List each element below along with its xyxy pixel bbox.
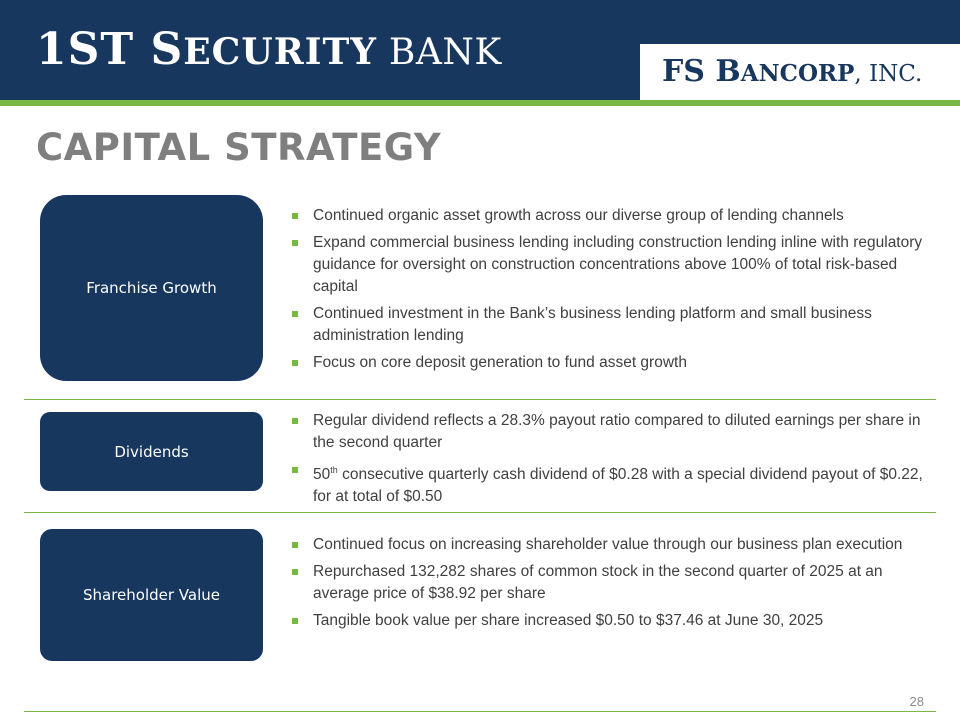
header-accent-bar [0, 100, 960, 106]
page-number: 28 [909, 694, 924, 709]
section-label: Shareholder Value [82, 586, 220, 604]
bullet-marker [292, 467, 298, 473]
section-label: Dividends [114, 442, 189, 461]
first-security-bank-logo: 1ST SECURITY BANK [36, 24, 502, 75]
dividends-bullets [290, 410, 940, 513]
franchise-growth-bullets [290, 205, 940, 379]
bullet-item: Continued focus on increasing shareholder value through our business plan execution [290, 534, 940, 556]
section-divider [24, 512, 936, 513]
bullet-marker [292, 311, 298, 317]
section-divider [24, 399, 936, 400]
bullet-item: Expand commercial business lending including construction lending inline with regulatory guidance for oversight on construction concentrations above 100% of total risk-based capital [290, 232, 940, 298]
bullet-marker [292, 213, 298, 219]
bullet-marker [292, 618, 298, 624]
bullet-marker [292, 418, 298, 424]
bullet-marker [292, 569, 298, 575]
shareholder-value-bullets [290, 534, 940, 637]
dividends-label [40, 412, 263, 491]
shareholder-value-label [40, 529, 263, 661]
bullet-item: Continued investment in the Bank’s business lending platform and small business administration lending [290, 303, 940, 347]
bullet-marker [292, 542, 298, 548]
bullet-item: Focus on core deposit generation to fund asset growth [290, 352, 940, 374]
footer-divider [24, 711, 936, 712]
bullet-item: Repurchased 132,282 shares of common stock in the second quarter of 2025 at an average price of $38.92 per share [290, 561, 940, 605]
page-title: CAPITAL STRATEGY [36, 126, 442, 169]
bullet-item: Continued organic asset growth across our diverse group of lending channels [290, 205, 940, 227]
header-right-band [640, 0, 960, 44]
bullet-item: Tangible book value per share increased $0.50 to $37.46 at June 30, 2025 [290, 610, 940, 632]
section-label: Franchise Growth [86, 279, 217, 297]
franchise-growth-label [40, 195, 263, 381]
bullet-item: Regular dividend reflects a 28.3% payout ratio compared to diluted earnings per share in the second quarter [290, 410, 940, 454]
fs-bancorp-logo: FS BANCORP, INC. [662, 54, 923, 89]
bullet-marker [292, 240, 298, 246]
bullet-marker [292, 360, 298, 366]
bullet-item: 50th consecutive quarterly cash dividend of $0.28 with a special dividend payout of $0.22, for at total of $0.50 [290, 459, 940, 508]
